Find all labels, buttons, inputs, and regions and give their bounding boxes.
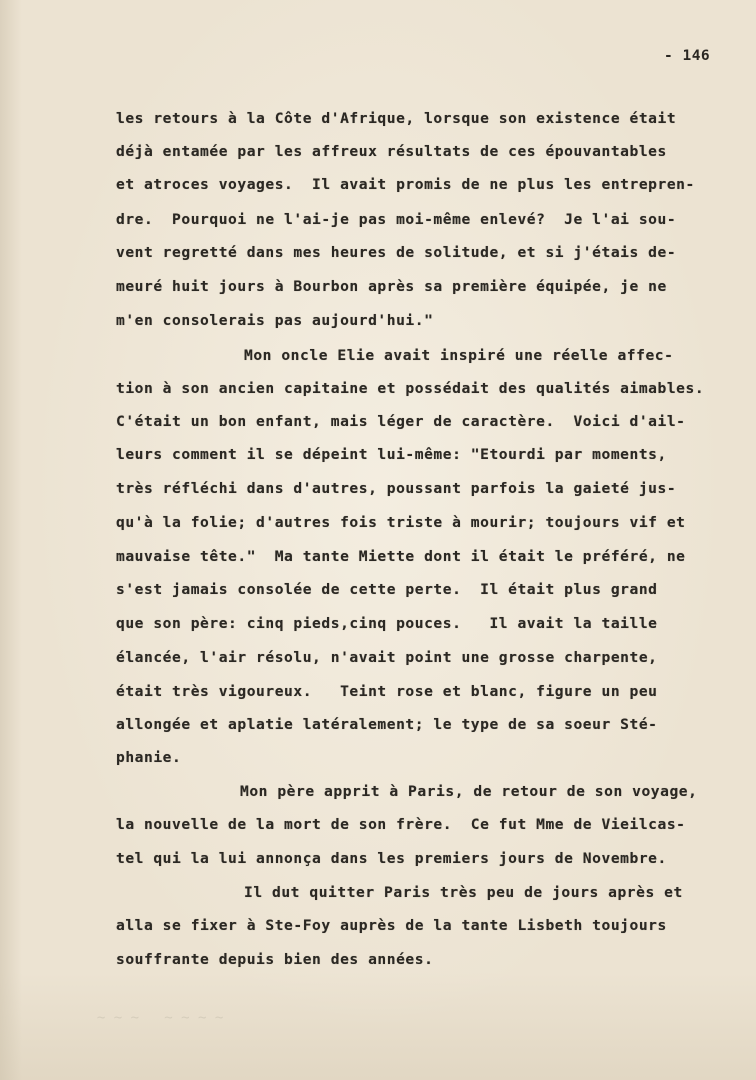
text-line: phanie. [116,749,182,766]
text-line: les retours à la Côte d'Afrique, lorsque son existence était [116,110,677,127]
text-line: tel qui la lui annonça dans les premiers jours de Novembre. [116,850,667,867]
text-line: très réfléchi dans d'autres, poussant parfois la gaieté jus- [116,480,677,497]
text-line: Mon oncle Elie avait inspiré une réelle affec- [244,347,674,364]
text-line: vent regretté dans mes heures de solitude, et si j'étais de- [116,244,677,261]
text-line: leurs comment il se dépeint lui-même: "Etourdi par moments, [116,446,667,463]
page-number: - 146 [664,48,711,64]
text-line: Il dut quitter Paris très peu de jours après et [244,884,683,901]
text-line: élancée, l'air résolu, n'avait point une grosse charpente, [116,649,658,666]
text-line: que son père: cinq pieds,cinq pouces. Il avait la taille [116,615,658,632]
text-line: Mon père apprit à Paris, de retour de son voyage, [240,783,698,800]
text-line: la nouvelle de la mort de son frère. Ce fut Mme de Vieilcas- [116,816,686,833]
text-line: souffrante depuis bien des années. [116,951,434,968]
text-line: et atroces voyages. Il avait promis de ne plus les entrepren- [116,176,695,193]
text-line: tion à son ancien capitaine et possédait des qualités aimables. [116,380,705,397]
text-line: alla se fixer à Ste-Foy auprès de la tante Lisbeth toujours [116,917,667,934]
text-line: déjà entamée par les affreux résultats de ces épouvantables [116,143,667,160]
text-line: allongée et aplatie latéralement; le type de sa soeur Sté- [116,716,658,733]
text-line: C'était un bon enfant, mais léger de caractère. Voici d'ail- [116,413,686,430]
text-line: qu'à la folie; d'autres fois triste à mourir; toujours vif et [116,514,686,531]
text-line: mauvaise tête." Ma tante Miette dont il était le préféré, ne [116,548,686,565]
text-line: meuré huit jours à Bourbon après sa première équipée, je ne [116,278,667,295]
bleed-through-text: ~ ~ ~ ~ ~ ~ ~ [80,1010,224,1026]
text-line: m'en consolerais pas aujourd'hui." [116,312,434,329]
text-line: était très vigoureux. Teint rose et blanc, figure un peu [116,683,658,700]
text-line: dre. Pourquoi ne l'ai-je pas moi-même enlevé? Je l'ai sou- [116,211,677,228]
text-line: s'est jamais consolée de cette perte. Il était plus grand [116,581,658,598]
